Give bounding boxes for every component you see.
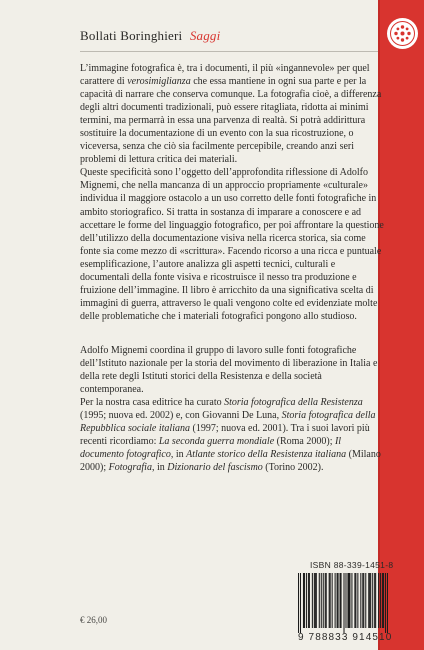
back-cover-blurb <box>80 62 385 474</box>
ean-barcode <box>298 573 388 633</box>
text-run: , in <box>170 449 187 461</box>
text-run: che essa mantiene in ogni sua parte e per la capacità di narrare che conserva comunque. La fotografia cioè, a differenza degli altri documenti tradizionali, può essere ritagliata, ridotta ai minimi termini, ma permarrà in essa una parvenza di realtà. Si potrà addirittura sostituire la documentazione di un evento con la sua ricostruzione, o viceversa, senza che ciò sia facilmente percepibile, creando anzi seri problemi di lettura critica dei materiali. <box>80 76 382 166</box>
author-works <box>80 396 385 474</box>
text-run: (Roma 2000); <box>274 436 335 448</box>
header-rule <box>80 51 378 52</box>
text-run: (1995; nuova ed. 2002) e, con Giovanni De Luna, <box>80 410 282 422</box>
italic-title-run: Fotografia <box>108 462 152 474</box>
price-label: € 26,00 <box>80 615 107 625</box>
italic-title-run: Storia fotografica della Repubblica sociale italiana <box>80 410 376 435</box>
text-run: (Milano 2000); <box>80 449 381 474</box>
isbn-block <box>298 560 394 643</box>
series-name: Saggi <box>189 28 221 43</box>
red-spine-band <box>380 0 424 650</box>
italic-title-run: Atlante storico della Resistenza italiana <box>186 449 347 461</box>
italic-title-run: Storia fotografica della Resistenza <box>224 397 363 409</box>
barcode-digits: 9 788833 914510 <box>298 632 393 643</box>
publisher-seal-icon <box>386 17 419 50</box>
italic-title-run: verosimiglianza <box>127 76 191 88</box>
italic-title-run: Il documento fotografico <box>80 436 342 461</box>
text-run: L’immagine fotografica è, tra i documenti, il più «ingannevole» per quel carattere di <box>80 63 370 88</box>
text-run: (Torino 2002). <box>262 462 324 474</box>
text-run: Per la nostra casa editrice ha curato <box>80 397 225 409</box>
text-run: , in <box>151 462 168 474</box>
author-bio <box>80 344 385 396</box>
isbn-label: ISBN 88-339-1451-8 <box>310 560 394 570</box>
blurb-paragraph <box>80 62 385 166</box>
text-run: Adolfo Mignemi coordina il gruppo di lavoro sulle fonti fotografiche dell’Istituto nazionale per la storia del movimento di liberazione in Italia e della rete degli Istituti storici della Resistenza e della società contemporanea. <box>80 344 378 396</box>
text-run: (1997; nuova ed. 2001). Tra i suoi lavori più recenti ricordiamo: <box>80 423 370 448</box>
text-run: Queste specificità sono l’oggetto dell’approfondita riflessione di Adolfo Mignemi, che nella mancanza di un approccio propriamente «culturale» individua il maggiore ostacolo a un uso corretto delle fonti fotografiche in ambito storiografico. Si tratta in sostanza di imparare a conoscere e ad accettare le forme del linguaggio fotografico, per poi affrontare la questione dell’utilizzo della documentazione visiva nella ricerca storica, sia come fonte sia come mezzo di «scrittura». Facendo ricorso a una ricca e puntuale esemplificazione, l’autore analizza gli aspetti tecnici, culturali e documentali della fonte visiva e ricostruisce il nesso tra produzione e fruizione dell’immagine. Il libro è arricchito da una significativa scelta di immagini di guerra, attraverso le quali vengono colte ed evidenziate molte delle problematiche che i materiali fotografici pongono allo studioso. <box>80 167 384 322</box>
blurb-paragraph <box>80 166 385 323</box>
italic-title-run: Dizionario del fascismo <box>167 462 263 474</box>
imprint-header <box>80 28 220 44</box>
publisher-name: Bollati Boringhieri <box>80 28 183 43</box>
italic-title-run: La seconda guerra mondiale <box>158 436 275 448</box>
